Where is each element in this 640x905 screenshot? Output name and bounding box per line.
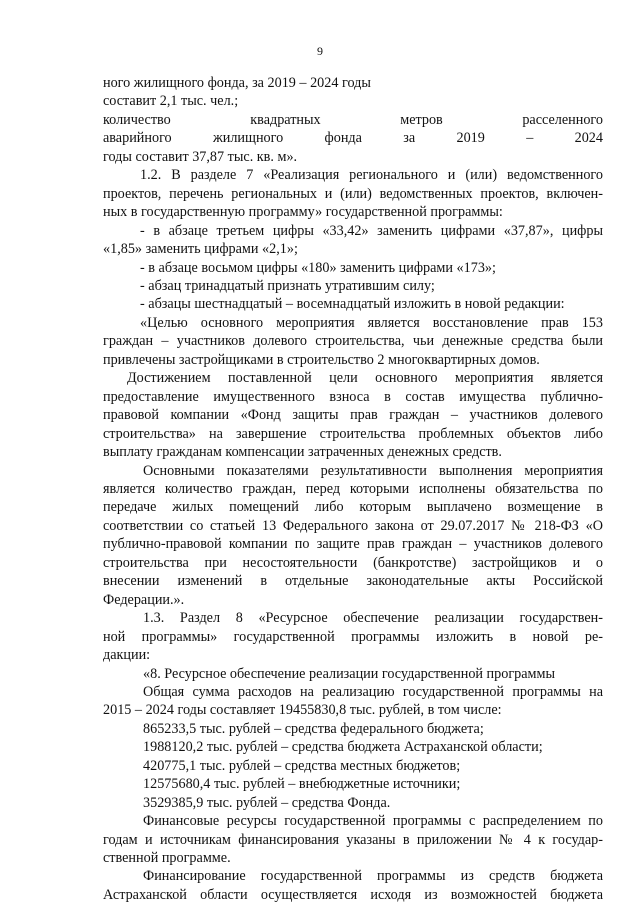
- text-line: граждан – участников долевого строительства, чьи денежные средства были: [103, 333, 603, 350]
- text-line: 2015 – 2024 годы составляет 19455830,8 тыс. рублей, в том числе:: [103, 702, 502, 719]
- text-line: передаче жилых помещений либо которым выплачено возмещение в: [103, 499, 603, 516]
- text-line: - абзац тринадцатый признать утратившим силу;: [140, 277, 435, 294]
- text-line: годы составит 37,87 тыс. кв. м».: [103, 148, 298, 165]
- text-line: 865233,5 тыс. рублей – средства федерального бюджета;: [143, 720, 484, 737]
- text-line: аварийного жилищного фонда за 2019 – 2024: [103, 130, 603, 147]
- text-line: 420775,1 тыс. рублей – средства местных бюджетов;: [143, 757, 461, 774]
- text-line: дакции:: [103, 647, 151, 664]
- text-line: ной программы» государственной программы изложить в новой ре-: [103, 628, 603, 645]
- text-line: 3529385,9 тыс. рублей – средства Фонда.: [143, 794, 391, 811]
- text-line: «1,85» заменить цифрами «2,1»;: [103, 241, 298, 258]
- text-line: привлечены застройщиками в строительство 2 многоквартирных домов.: [103, 351, 540, 368]
- text-line: является количество граждан, перед которыми исполнены обязательства по: [103, 480, 603, 497]
- text-line: строительства» на завершение строительства проблемных объектов либо: [103, 425, 603, 442]
- text-line: 12575680,4 тыс. рублей – внебюджетные источники;: [143, 776, 461, 793]
- text-line: предоставление имущественного взноса в состав имущества публично-: [103, 388, 603, 405]
- text-line: выплату гражданам компенсации затраченных денежных средств.: [103, 444, 502, 461]
- text-line: строительства при несостоятельности (банкротстве) застройщиков и о: [103, 554, 603, 571]
- text-line: публично-правовой компании по защите прав граждан – участников долевого: [103, 536, 603, 553]
- text-line: соответствии со статьей 13 Федерального закона от 29.07.2017 № 218-ФЗ «О: [103, 517, 603, 534]
- document-body: [103, 74, 603, 904]
- text-line: 1.3. Раздел 8 «Ресурсное обеспечение реализации государствен-: [143, 610, 603, 627]
- text-line: Финансирование государственной программы из средств бюджета: [143, 868, 603, 885]
- text-line: проектов, перечень региональных и (или) ведомственных проектов, включен-: [103, 185, 603, 202]
- text-line: ственной программе.: [103, 850, 231, 867]
- text-line: «8. Ресурсное обеспечение реализации государственной программы: [143, 665, 556, 682]
- text-line: годам и источникам финансирования указаны в приложении № 4 к государ-: [103, 831, 603, 848]
- text-line: - абзацы шестнадцатый – восемнадцатый изложить в новой редакции:: [140, 296, 565, 313]
- text-line: Федерации.».: [103, 591, 185, 608]
- text-line: количество квадратных метров расселенного: [103, 111, 603, 128]
- text-line: - в абзаце третьем цифры «33,42» заменить цифрами «37,87», цифры: [140, 222, 603, 239]
- text-line: Достижением поставленной цели основного мероприятия является: [127, 370, 603, 387]
- text-line: «Целью основного мероприятия является восстановление прав 153: [140, 314, 603, 331]
- text-line: Астраханской области осуществляется исходя из возможностей бюджета: [103, 886, 603, 903]
- page-number: 9: [317, 44, 323, 58]
- text-line: 1.2. В разделе 7 «Реализация регионального и (или) ведомственного: [140, 167, 603, 184]
- text-line: Общая сумма расходов на реализацию государственной программы на: [143, 683, 603, 700]
- text-line: внесении изменений в отдельные законодательные акты Российской: [103, 573, 603, 590]
- text-line: составит 2,1 тыс. чел.;: [103, 93, 239, 110]
- text-line: - в абзаце восьмом цифры «180» заменить цифрами «173»;: [140, 259, 496, 276]
- text-line: 1988120,2 тыс. рублей – средства бюджета Астраханской области;: [143, 739, 543, 756]
- text-line: правовой компании «Фонд защиты прав граждан – участников долевого: [103, 407, 603, 424]
- text-line: ных в государственную программу» государственной программы:: [103, 204, 503, 221]
- text-line: ного жилищного фонда, за 2019 – 2024 годы: [103, 75, 371, 91]
- text-line: Основными показателями результативности выполнения мероприятия: [143, 462, 603, 479]
- text-line: Финансовые ресурсы государственной программы с распределением по: [143, 813, 603, 830]
